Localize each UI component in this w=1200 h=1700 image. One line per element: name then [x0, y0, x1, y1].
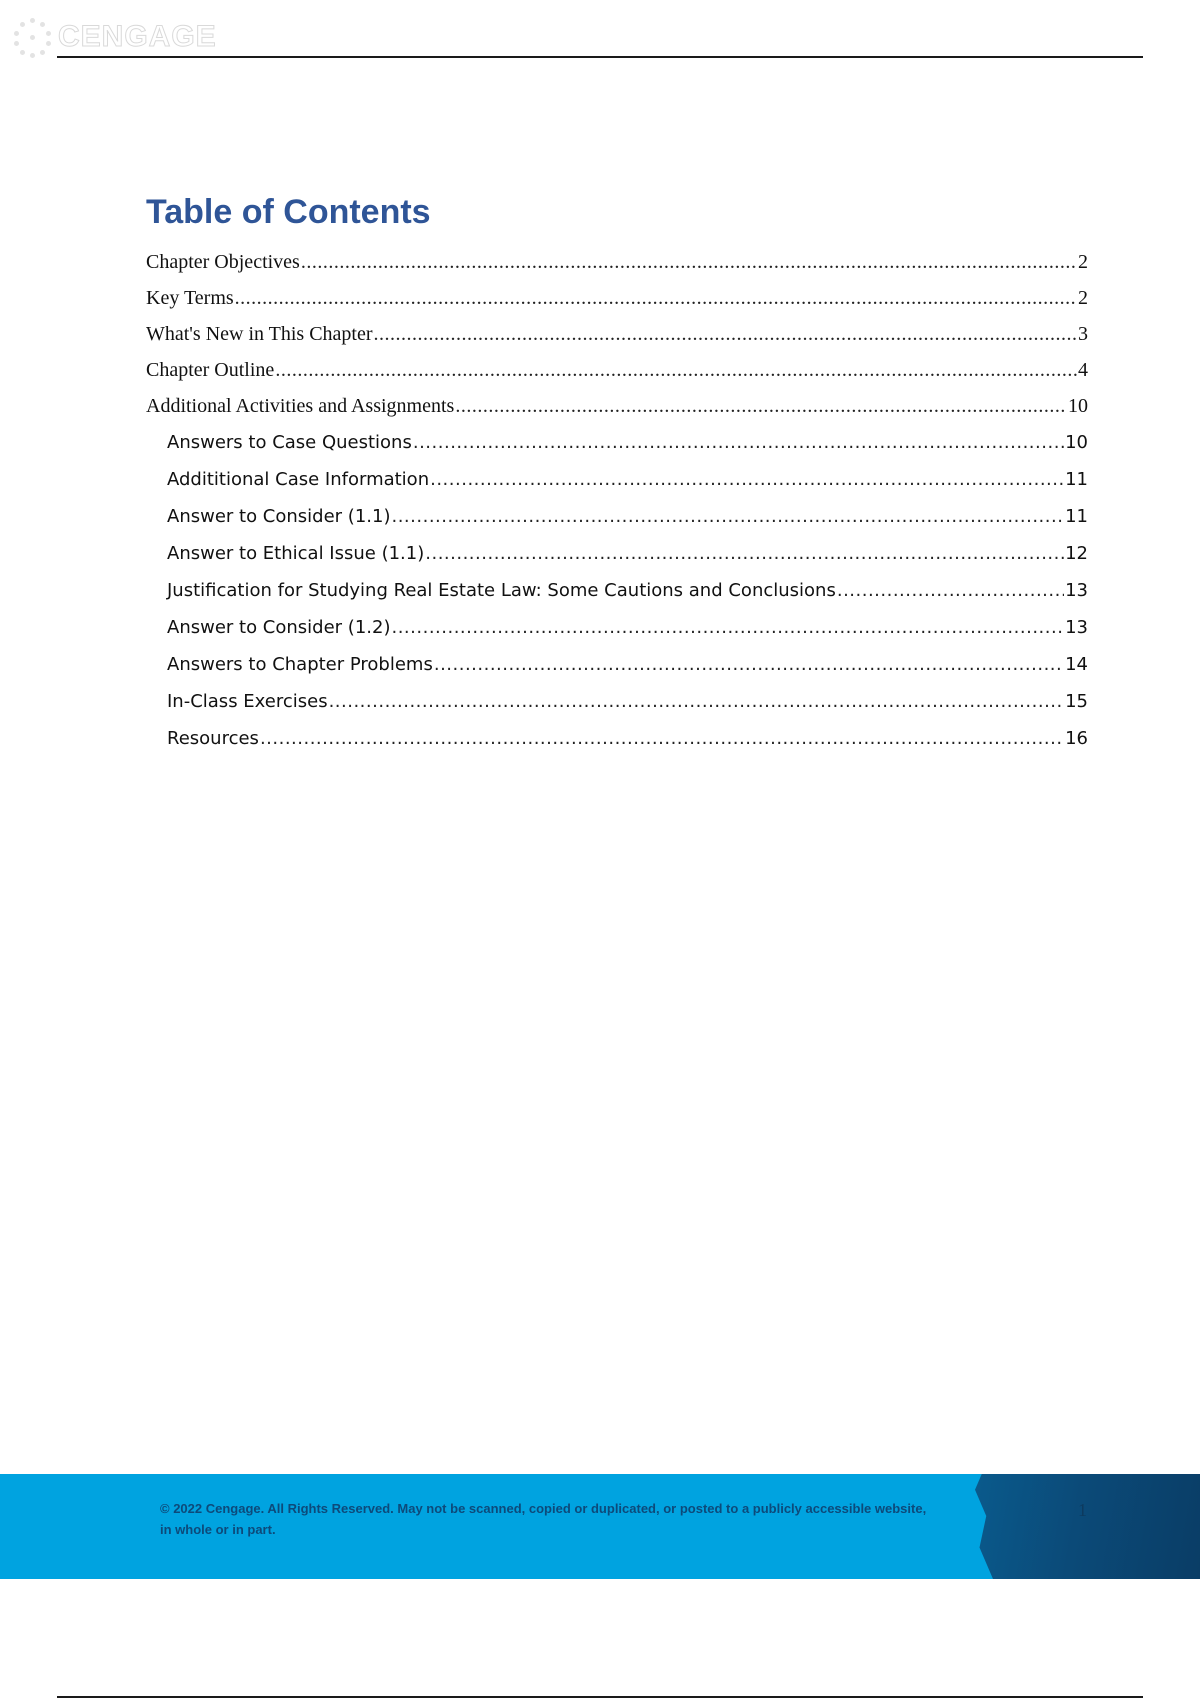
toc-entry-label: Additional Activities and Assignments	[146, 395, 455, 417]
toc-entry[interactable]	[146, 316, 1088, 352]
toc-entry-label: Key Terms	[146, 287, 234, 309]
toc-dot-leader	[275, 352, 1077, 388]
copyright-notice: © 2022 Cengage. All Rights Reserved. May not be scanned, copied or duplicated, or posted to a publicly accessible website, in whole or in part.	[160, 1501, 927, 1537]
toc-entry-label: Answers to Case Questions	[167, 432, 412, 453]
toc-dot-leader	[329, 683, 1065, 720]
table-of-contents	[146, 190, 1088, 757]
toc-entry-label: In-Class Exercises	[167, 691, 328, 712]
toc-dot-leader	[425, 535, 1064, 572]
toc-entry-label: Answers to Chapter Problems	[167, 654, 433, 675]
toc-dot-leader	[374, 316, 1077, 352]
toc-dot-leader	[260, 720, 1064, 757]
toc-entry-label: Answer to Consider (1.1)	[167, 506, 391, 527]
toc-entry[interactable]	[146, 646, 1088, 683]
toc-entry-label: Resources	[167, 728, 259, 749]
toc-entry[interactable]	[146, 683, 1088, 720]
toc-entry[interactable]	[146, 280, 1088, 316]
toc-entry-page: 2	[1078, 251, 1088, 273]
toc-entry[interactable]	[146, 720, 1088, 757]
toc-entry[interactable]	[146, 388, 1088, 424]
toc-entry-page: 4	[1078, 359, 1088, 381]
toc-entry-label: What's New in This Chapter	[146, 323, 373, 345]
toc-entry-label: Addititional Case Information	[167, 469, 430, 490]
cengage-starburst-icon	[12, 16, 54, 58]
toc-entry[interactable]	[146, 498, 1088, 535]
logo-text: CENGAGE	[58, 20, 217, 53]
toc-entry[interactable]	[146, 572, 1088, 609]
footer-dark-brushstroke	[975, 1474, 1200, 1579]
toc-dot-leader	[235, 280, 1077, 316]
toc-dot-leader	[391, 498, 1064, 535]
toc-title: Table of Contents	[146, 193, 431, 231]
toc-entry-page: 2	[1078, 287, 1088, 309]
toc-list	[146, 244, 1088, 757]
toc-entry-page: 11	[1065, 506, 1088, 527]
toc-entry[interactable]	[146, 609, 1088, 646]
cengage-logo	[12, 14, 217, 60]
toc-dot-leader	[413, 424, 1064, 461]
toc-dot-leader	[837, 572, 1064, 609]
toc-dot-leader	[430, 461, 1064, 498]
toc-entry-page: 11	[1065, 469, 1088, 490]
toc-entry-page: 10	[1065, 432, 1088, 453]
toc-entry-page: 13	[1065, 580, 1088, 601]
toc-entry[interactable]	[146, 244, 1088, 280]
toc-entry-page: 12	[1065, 543, 1088, 564]
toc-entry-page: 14	[1065, 654, 1088, 675]
toc-entry-page: 15	[1065, 691, 1088, 712]
toc-entry-label: Answer to Consider (1.2)	[167, 617, 391, 638]
toc-dot-leader	[391, 609, 1064, 646]
toc-entry[interactable]	[146, 424, 1088, 461]
header-rule	[57, 56, 1143, 58]
toc-dot-leader	[301, 244, 1077, 280]
toc-entry-page: 16	[1065, 728, 1088, 749]
toc-dot-leader	[434, 646, 1064, 683]
footer-band	[0, 1474, 1200, 1579]
toc-dot-leader	[455, 388, 1067, 424]
page-number: 1	[1078, 1500, 1087, 1520]
bottom-rule	[57, 1696, 1143, 1698]
toc-entry-label: Answer to Ethical Issue (1.1)	[167, 543, 425, 564]
toc-entry-page: 10	[1068, 395, 1088, 417]
toc-entry-label: Chapter Objectives	[146, 251, 300, 273]
toc-entry-page: 13	[1065, 617, 1088, 638]
toc-entry[interactable]	[146, 461, 1088, 498]
toc-entry-page: 3	[1078, 323, 1088, 345]
toc-entry[interactable]	[146, 352, 1088, 388]
toc-entry[interactable]	[146, 535, 1088, 572]
toc-entry-label: Chapter Outline	[146, 359, 275, 381]
toc-entry-label: Justification for Studying Real Estate Law: Some Cautions and Conclusions	[167, 580, 836, 601]
